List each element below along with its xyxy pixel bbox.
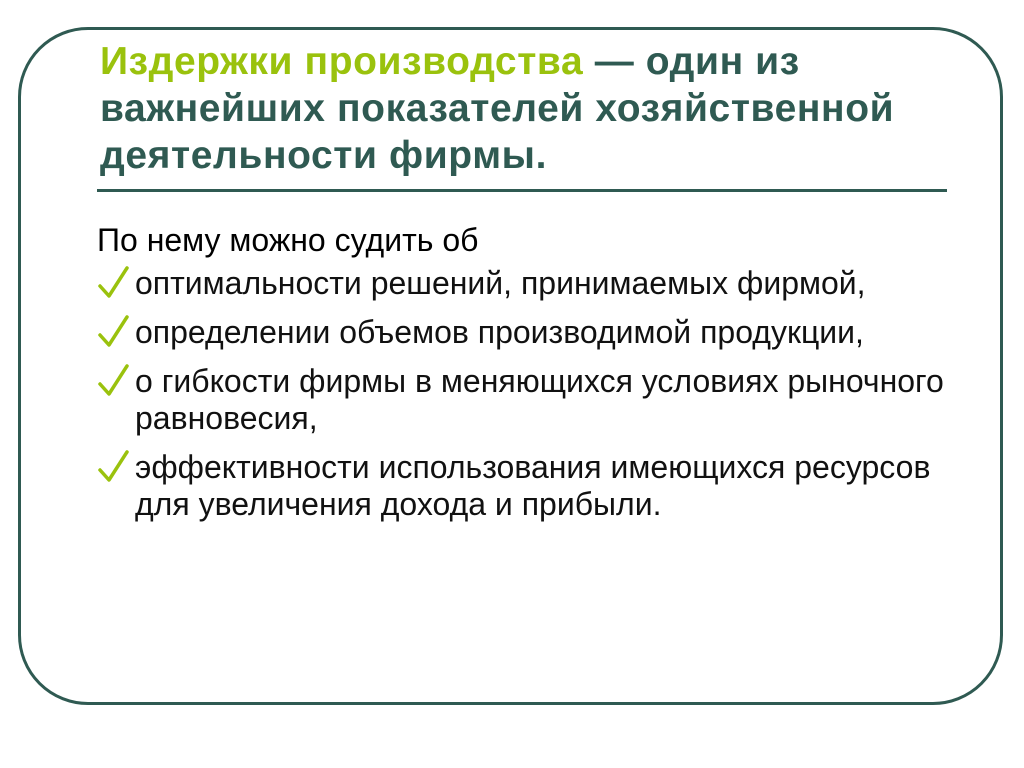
check-icon	[97, 315, 129, 349]
check-icon	[97, 266, 129, 300]
list-item-text: оптимальности решений, принимаемых фирмой,	[135, 265, 866, 301]
bullet-list	[97, 265, 947, 523]
title-divider	[97, 189, 947, 192]
list-item-text: определении объемов производимой продукции,	[135, 314, 864, 350]
slide-title	[100, 38, 980, 179]
list-item	[97, 314, 947, 351]
title-rest: — один из важнейших показателей хозяйственной деятельности фирмы.	[100, 40, 895, 177]
check-icon	[97, 450, 129, 484]
list-item	[97, 449, 947, 523]
list-item	[97, 265, 947, 302]
check-icon	[97, 364, 129, 398]
list-item	[97, 363, 947, 437]
list-item-text: о гибкости фирмы в меняющихся условиях рыночного равновесия,	[135, 363, 944, 436]
title-accent: Издержки производства	[100, 40, 584, 83]
list-item-text: эффективности использования имеющихся ресурсов для увеличения дохода и прибыли.	[135, 449, 931, 522]
intro-text: По нему можно судить об	[97, 222, 479, 258]
slide-body	[97, 222, 947, 523]
